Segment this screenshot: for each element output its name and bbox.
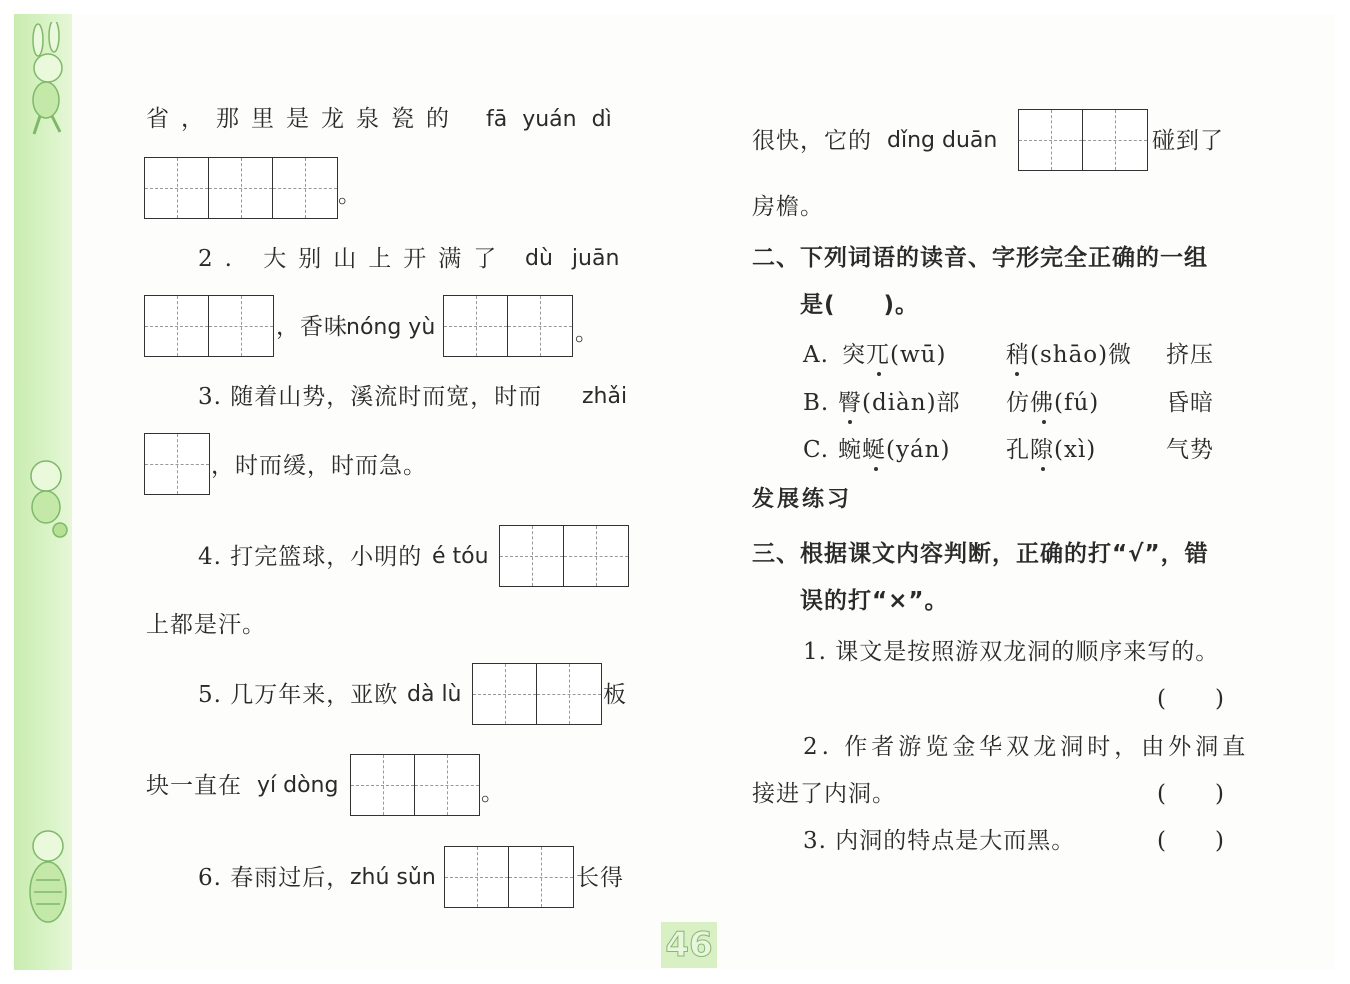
- r1-text-2: 碰到了: [1152, 128, 1224, 154]
- option-b-word-1: 臀(diàn)部: [838, 390, 961, 416]
- judgement-3-answer[interactable]: ( ): [1157, 828, 1225, 854]
- emphasis-dot: [1041, 467, 1045, 471]
- q5-answer-boxes-1[interactable]: [472, 663, 602, 725]
- option-a-label: A.: [803, 342, 829, 368]
- option-c-word-2: 孔隙(xì): [1006, 437, 1097, 463]
- q5-text-2: 板: [603, 682, 627, 708]
- judgement-1-answer[interactable]: ( ): [1157, 686, 1225, 712]
- option-b-word-3: 昏暗: [1166, 390, 1214, 416]
- emphasis-dot: [1042, 420, 1046, 424]
- q6-pinyin: zhú sǔn: [350, 865, 436, 890]
- judgement-2-answer[interactable]: ( ): [1157, 781, 1225, 807]
- emphasis-dot: [874, 467, 878, 471]
- q5-text-3: 块一直在: [146, 773, 242, 799]
- option-c-label: C.: [803, 437, 830, 463]
- q1-pinyin: fā yuán dì: [486, 107, 612, 132]
- judgement-1: 1. 课文是按照游双龙洞的顺序来写的。: [803, 639, 1220, 665]
- rabbit-mascot-icon: [16, 22, 78, 142]
- emphasis-dot: [848, 420, 852, 424]
- development-practice-title: 发展练习: [752, 487, 853, 512]
- q5-text: 5. 几万年来，亚欧: [198, 682, 399, 708]
- q3-text: 3. 随着山势，溪流时而宽，时而: [198, 384, 543, 410]
- option-c-word-3: 气势: [1166, 437, 1214, 463]
- option-b-word-2: 仿佛(fú): [1006, 390, 1100, 416]
- r1-text: 很快，它的: [752, 128, 872, 154]
- r2-text: 房檐。: [752, 194, 824, 220]
- q3-pinyin: zhǎi: [582, 384, 628, 409]
- judgement-2: 2. 作者游览金华双龙洞时，由外洞直: [803, 734, 1250, 760]
- tiger-mascot-icon: [16, 822, 78, 942]
- q1-period: 。: [338, 182, 362, 208]
- r1-answer-boxes[interactable]: [1018, 109, 1148, 171]
- q4-text: 4. 打完篮球，小明的: [198, 544, 423, 570]
- q5-pinyin-2: yí dòng: [257, 773, 339, 798]
- option-b-label: B.: [803, 390, 830, 416]
- q6-text: 6. 春雨过后，: [198, 865, 351, 891]
- option-a-word-3: 挤压: [1166, 342, 1214, 368]
- puppy-mascot-icon: [16, 452, 78, 542]
- q5-period: 。: [481, 780, 505, 806]
- q6-text-2: 长得: [576, 865, 624, 891]
- q4-answer-boxes[interactable]: [499, 525, 629, 587]
- q5-answer-boxes-2[interactable]: [350, 754, 480, 816]
- option-a-word-1: 突兀(wū): [842, 342, 947, 368]
- q3-answer-box[interactable]: [144, 433, 210, 495]
- q6-answer-boxes[interactable]: [444, 846, 574, 908]
- emphasis-dot: [877, 372, 881, 376]
- section-2-heading: 二、下列词语的读音、字形完全正确的一组: [752, 245, 1208, 271]
- q3-text-2: ，时而缓，时而急。: [211, 453, 427, 479]
- section-2-heading-cont: 是( )。: [800, 292, 920, 318]
- q1-answer-boxes[interactable]: [144, 157, 338, 219]
- q2-pinyin-2: nóng yù: [346, 315, 436, 340]
- option-c-word-1: 蜿蜒(yán): [838, 437, 951, 463]
- page-number: 46: [661, 922, 717, 968]
- q4-text-2: 上都是汗。: [146, 612, 266, 638]
- section-3-heading-cont: 误的打“×”。: [800, 588, 949, 614]
- q2-text: 2. 大别山上开满了: [198, 246, 509, 272]
- section-3-heading: 三、根据课文内容判断，正确的打“√”，错: [752, 541, 1209, 567]
- q5-pinyin: dà lù: [407, 682, 462, 707]
- q1-text: 省，那里是龙泉瓷的: [146, 106, 461, 132]
- r1-pinyin: dǐng duān: [887, 128, 998, 153]
- judgement-3: 3. 内洞的特点是大而黑。: [803, 828, 1076, 854]
- judgement-2-cont: 接进了内洞。: [752, 781, 896, 807]
- option-a-word-2: 稍(shāo)微: [1006, 342, 1133, 368]
- q2-period: 。: [575, 320, 599, 346]
- q2-answer-boxes-1[interactable]: [144, 295, 274, 357]
- q2-pinyin: dù juān: [525, 246, 620, 271]
- q2-answer-boxes-2[interactable]: [443, 295, 573, 357]
- emphasis-dot: [1015, 372, 1019, 376]
- q4-pinyin: é tóu: [432, 544, 489, 569]
- q2-text-2: ，香味: [276, 314, 348, 340]
